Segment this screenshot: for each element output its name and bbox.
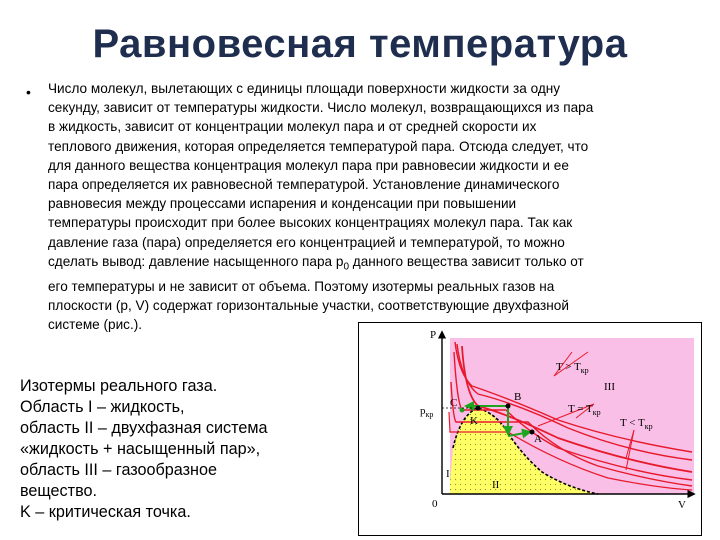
region-label-II: II (492, 479, 500, 491)
pkr-main: p (420, 405, 426, 417)
pkr-sub: кр (425, 410, 434, 419)
isotherm-diagram (358, 322, 702, 536)
paragraph-line: его температуры и не зависит от объема. Поэтому изотермы реальных газов на (48, 278, 555, 294)
subscript-zero: 0 (343, 261, 349, 273)
isotherm-figure (358, 322, 702, 536)
caption-line: Область I – жидкость, (20, 398, 185, 416)
axis-label-v: V (678, 499, 686, 511)
paragraph-line: системе (рис.). (48, 317, 143, 333)
label-sub: кр (644, 422, 653, 431)
line-text: сделать вывод: давление насыщенного пара p (48, 253, 344, 269)
paragraph-line: температуры происходит при более высоких концентрациях молекул пара. Так как (48, 215, 573, 231)
caption-line: «жидкость + насыщенный пар», (20, 440, 261, 458)
caption-line: область II – двухфазная система (20, 419, 268, 437)
label-main: T > T (556, 361, 581, 373)
paragraph-line: теплового движения, которая определяется температурой пара. Отсюда следует, что (48, 138, 589, 154)
point-label-A: A (534, 433, 542, 445)
bullet-marker: • (26, 84, 31, 100)
origin-label: 0 (432, 498, 438, 510)
point-label-K: K (470, 415, 478, 427)
paragraph-line: давление газа (пара) определяется его концентрацией и температурой, то можно (48, 234, 565, 250)
label-sub: кр (580, 366, 589, 375)
label-sub: кр (592, 408, 601, 417)
point-label-C: C (450, 397, 458, 409)
paragraph-line: пара определяется их равновесной температурой. Установление динамического (48, 177, 560, 193)
region-label-III: III (604, 381, 615, 393)
paragraph-line: в жидкость, зависит от концентрации молекул пара и от средней скорости их (48, 119, 537, 135)
slide-title: Равновесная температура (92, 22, 628, 66)
label-main: T < T (620, 417, 645, 429)
point-B-marker (506, 404, 511, 409)
paragraph-line: секунду, зависит от температуры жидкости. Число молекул, возвращающихся из пара (48, 100, 594, 116)
paragraph-line: для данного вещества концентрация молекул пара при равновесии жидкости и ее (48, 157, 569, 173)
region-label-I: I (446, 468, 450, 480)
paragraph-line: плоскости (p, V) содержат горизонтальные участки, соответствующие двухфазной (48, 297, 569, 313)
point-label-B: B (514, 391, 522, 403)
paragraph-line: Число молекул, вылетающих с единицы площади поверхности жидкости за одну (48, 81, 561, 96)
caption-line: K – критическая точка. (20, 503, 191, 521)
caption-line: Изотермы реального газа. (20, 377, 218, 395)
figure-caption (20, 376, 360, 523)
axis-label-p: P (430, 329, 437, 341)
line-text: данного вещества зависит только от (349, 253, 584, 269)
paragraph-line: равновесия между процессами испарения и конденсации при повышении (48, 196, 517, 212)
caption-line: область III – газообразное (20, 461, 217, 479)
caption-line: вещество. (20, 482, 97, 500)
paragraph-line-with-subscript (48, 252, 703, 277)
label-main: T = T (568, 403, 593, 415)
body-paragraph (48, 79, 703, 334)
